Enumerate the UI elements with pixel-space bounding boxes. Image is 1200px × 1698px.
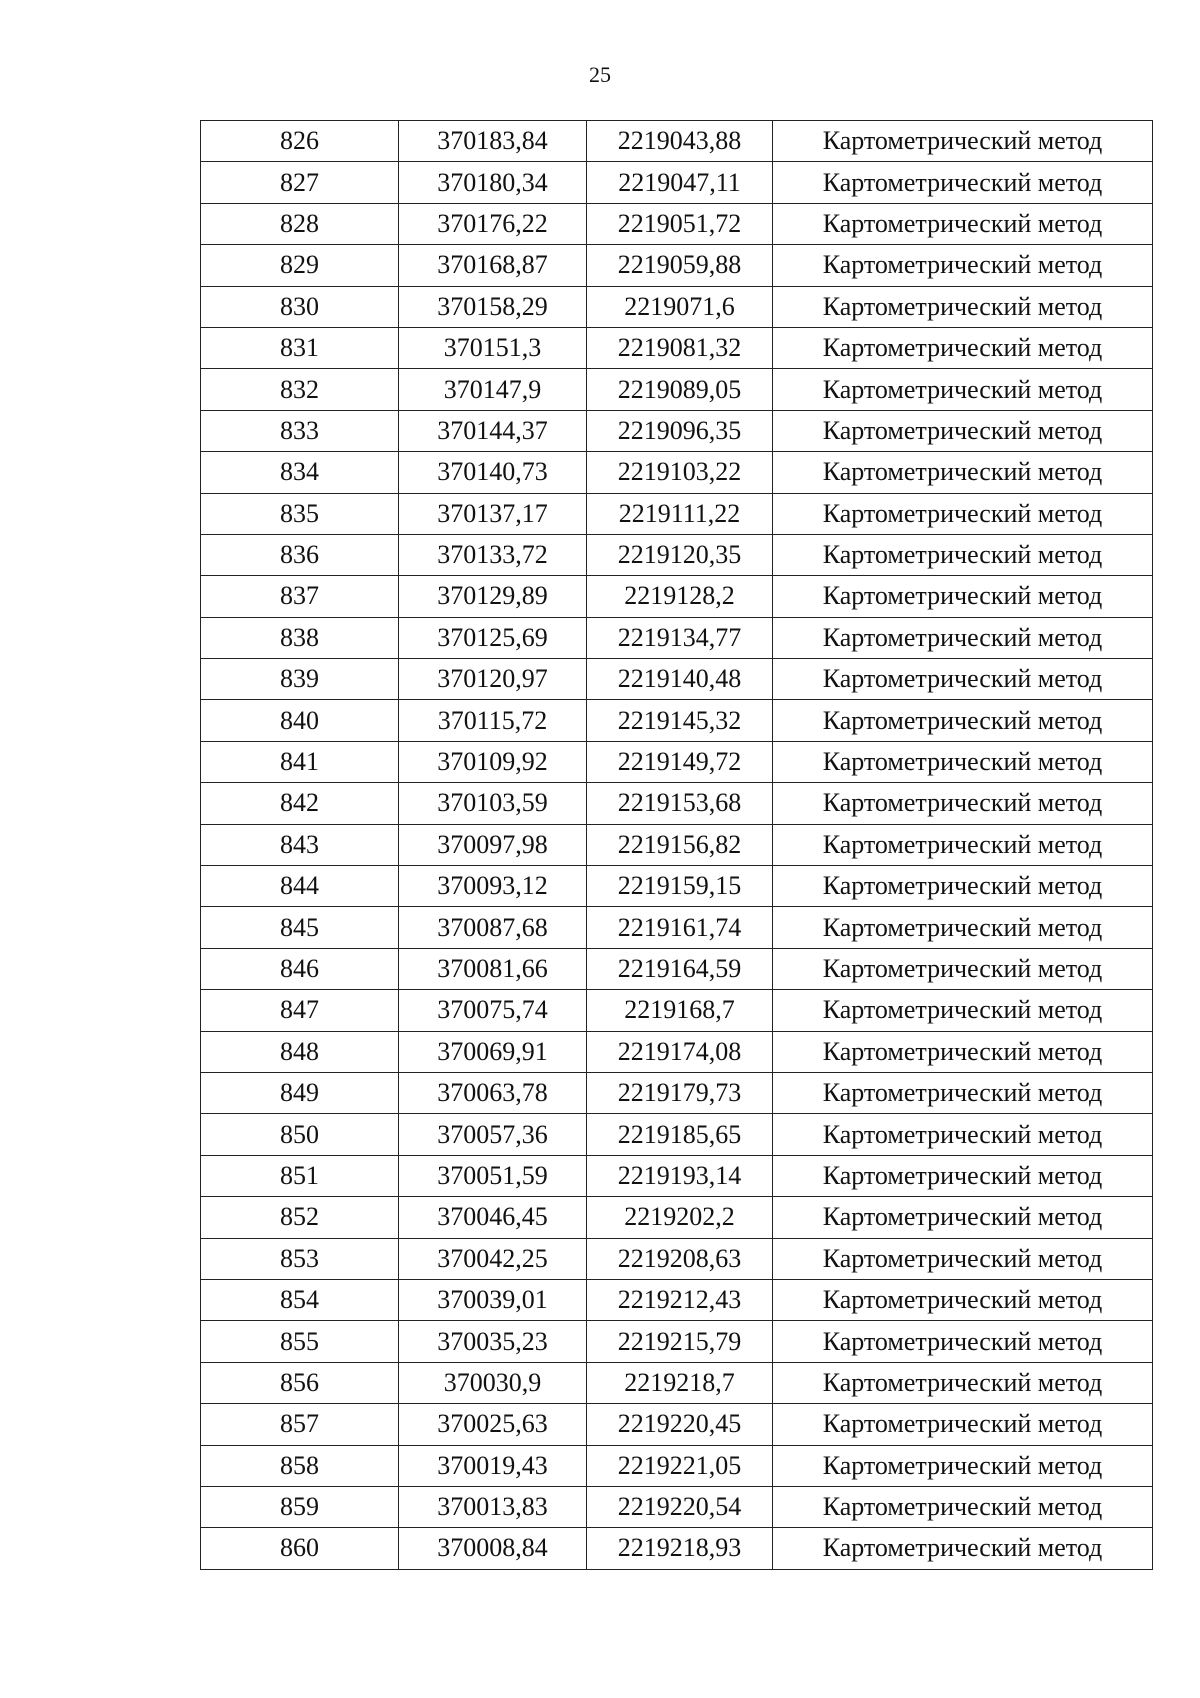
y-coordinate-cell: 2219221,05	[587, 1445, 773, 1486]
x-coordinate-cell: 370013,83	[399, 1486, 587, 1527]
table-row	[201, 1238, 1153, 1279]
method-cell: Картометрический метод	[773, 1114, 1153, 1155]
table-row	[201, 1404, 1153, 1445]
x-coordinate-cell: 370075,74	[399, 990, 587, 1031]
point-number-cell: 856	[201, 1362, 399, 1403]
x-coordinate-cell: 370103,59	[399, 783, 587, 824]
point-number-cell: 859	[201, 1486, 399, 1527]
y-coordinate-cell: 2219071,6	[587, 286, 773, 327]
x-coordinate-cell: 370069,91	[399, 1031, 587, 1072]
y-coordinate-cell: 2219096,35	[587, 410, 773, 451]
x-coordinate-cell: 370087,68	[399, 907, 587, 948]
x-coordinate-cell: 370183,84	[399, 121, 587, 162]
point-number-cell: 847	[201, 990, 399, 1031]
method-cell: Картометрический метод	[773, 1238, 1153, 1279]
point-number-cell: 828	[201, 203, 399, 244]
method-cell: Картометрический метод	[773, 659, 1153, 700]
point-number-cell: 832	[201, 369, 399, 410]
method-cell: Картометрический метод	[773, 907, 1153, 948]
point-number-cell: 857	[201, 1404, 399, 1445]
method-cell: Картометрический метод	[773, 1528, 1153, 1569]
method-cell: Картометрический метод	[773, 493, 1153, 534]
table-row	[201, 245, 1153, 286]
method-cell: Картометрический метод	[773, 286, 1153, 327]
x-coordinate-cell: 370063,78	[399, 1072, 587, 1113]
x-coordinate-cell: 370008,84	[399, 1528, 587, 1569]
y-coordinate-cell: 2219051,72	[587, 203, 773, 244]
method-cell: Картометрический метод	[773, 617, 1153, 658]
method-cell: Картометрический метод	[773, 327, 1153, 368]
y-coordinate-cell: 2219120,35	[587, 534, 773, 575]
method-cell: Картометрический метод	[773, 1321, 1153, 1362]
y-coordinate-cell: 2219212,43	[587, 1279, 773, 1320]
point-number-cell: 860	[201, 1528, 399, 1569]
point-number-cell: 829	[201, 245, 399, 286]
table-row	[201, 1445, 1153, 1486]
method-cell: Картометрический метод	[773, 1031, 1153, 1072]
method-cell: Картометрический метод	[773, 369, 1153, 410]
table-row	[201, 1072, 1153, 1113]
x-coordinate-cell: 370030,9	[399, 1362, 587, 1403]
method-cell: Картометрический метод	[773, 700, 1153, 741]
point-number-cell: 834	[201, 452, 399, 493]
y-coordinate-cell: 2219164,59	[587, 948, 773, 989]
method-cell: Картометрический метод	[773, 245, 1153, 286]
method-cell: Картометрический метод	[773, 576, 1153, 617]
x-coordinate-cell: 370133,72	[399, 534, 587, 575]
x-coordinate-cell: 370147,9	[399, 369, 587, 410]
point-number-cell: 836	[201, 534, 399, 575]
point-number-cell: 852	[201, 1197, 399, 1238]
point-number-cell: 849	[201, 1072, 399, 1113]
y-coordinate-cell: 2219202,2	[587, 1197, 773, 1238]
y-coordinate-cell: 2219145,32	[587, 700, 773, 741]
y-coordinate-cell: 2219185,65	[587, 1114, 773, 1155]
x-coordinate-cell: 370097,98	[399, 824, 587, 865]
table-row	[201, 452, 1153, 493]
x-coordinate-cell: 370125,69	[399, 617, 587, 658]
x-coordinate-cell: 370025,63	[399, 1404, 587, 1445]
point-number-cell: 844	[201, 866, 399, 907]
table-row	[201, 990, 1153, 1031]
table-row	[201, 534, 1153, 575]
table-row	[201, 493, 1153, 534]
x-coordinate-cell: 370140,73	[399, 452, 587, 493]
y-coordinate-cell: 2219215,79	[587, 1321, 773, 1362]
point-number-cell: 845	[201, 907, 399, 948]
y-coordinate-cell: 2219047,11	[587, 162, 773, 203]
method-cell: Картометрический метод	[773, 866, 1153, 907]
y-coordinate-cell: 2219159,15	[587, 866, 773, 907]
point-number-cell: 851	[201, 1155, 399, 1196]
x-coordinate-cell: 370180,34	[399, 162, 587, 203]
x-coordinate-cell: 370039,01	[399, 1279, 587, 1320]
point-number-cell: 846	[201, 948, 399, 989]
table-row	[201, 866, 1153, 907]
table-row	[201, 410, 1153, 451]
point-number-cell: 855	[201, 1321, 399, 1362]
coordinates-table-body	[201, 121, 1153, 1570]
x-coordinate-cell: 370168,87	[399, 245, 587, 286]
y-coordinate-cell: 2219218,7	[587, 1362, 773, 1403]
page-number: 25	[589, 62, 611, 87]
table-row	[201, 286, 1153, 327]
table-row	[201, 162, 1153, 203]
point-number-cell: 833	[201, 410, 399, 451]
x-coordinate-cell: 370057,36	[399, 1114, 587, 1155]
x-coordinate-cell: 370129,89	[399, 576, 587, 617]
table-row	[201, 700, 1153, 741]
method-cell: Картометрический метод	[773, 1155, 1153, 1196]
point-number-cell: 826	[201, 121, 399, 162]
y-coordinate-cell: 2219208,63	[587, 1238, 773, 1279]
y-coordinate-cell: 2219081,32	[587, 327, 773, 368]
table-row	[201, 576, 1153, 617]
point-number-cell: 841	[201, 741, 399, 782]
table-row	[201, 659, 1153, 700]
method-cell: Картометрический метод	[773, 410, 1153, 451]
x-coordinate-cell: 370093,12	[399, 866, 587, 907]
method-cell: Картометрический метод	[773, 1362, 1153, 1403]
table-row	[201, 327, 1153, 368]
table-row	[201, 1279, 1153, 1320]
x-coordinate-cell: 370081,66	[399, 948, 587, 989]
y-coordinate-cell: 2219218,93	[587, 1528, 773, 1569]
point-number-cell: 853	[201, 1238, 399, 1279]
table-row	[201, 369, 1153, 410]
point-number-cell: 839	[201, 659, 399, 700]
y-coordinate-cell: 2219089,05	[587, 369, 773, 410]
y-coordinate-cell: 2219149,72	[587, 741, 773, 782]
method-cell: Картометрический метод	[773, 990, 1153, 1031]
table-row	[201, 907, 1153, 948]
y-coordinate-cell: 2219059,88	[587, 245, 773, 286]
table-row	[201, 1528, 1153, 1569]
method-cell: Картометрический метод	[773, 1486, 1153, 1527]
y-coordinate-cell: 2219134,77	[587, 617, 773, 658]
y-coordinate-cell: 2219111,22	[587, 493, 773, 534]
point-number-cell: 854	[201, 1279, 399, 1320]
x-coordinate-cell: 370115,72	[399, 700, 587, 741]
method-cell: Картометрический метод	[773, 162, 1153, 203]
table-row	[201, 741, 1153, 782]
method-cell: Картометрический метод	[773, 452, 1153, 493]
method-cell: Картометрический метод	[773, 783, 1153, 824]
point-number-cell: 831	[201, 327, 399, 368]
y-coordinate-cell: 2219153,68	[587, 783, 773, 824]
point-number-cell: 858	[201, 1445, 399, 1486]
y-coordinate-cell: 2219161,74	[587, 907, 773, 948]
table-row	[201, 1155, 1153, 1196]
table-row	[201, 1486, 1153, 1527]
x-coordinate-cell: 370035,23	[399, 1321, 587, 1362]
y-coordinate-cell: 2219174,08	[587, 1031, 773, 1072]
x-coordinate-cell: 370151,3	[399, 327, 587, 368]
point-number-cell: 848	[201, 1031, 399, 1072]
table-row	[201, 617, 1153, 658]
point-number-cell: 842	[201, 783, 399, 824]
method-cell: Картометрический метод	[773, 824, 1153, 865]
x-coordinate-cell: 370120,97	[399, 659, 587, 700]
point-number-cell: 827	[201, 162, 399, 203]
table-row	[201, 1362, 1153, 1403]
method-cell: Картометрический метод	[773, 1404, 1153, 1445]
y-coordinate-cell: 2219220,54	[587, 1486, 773, 1527]
x-coordinate-cell: 370144,37	[399, 410, 587, 451]
table-row	[201, 1031, 1153, 1072]
point-number-cell: 837	[201, 576, 399, 617]
point-number-cell: 843	[201, 824, 399, 865]
coordinates-table	[200, 120, 1153, 1570]
method-cell: Картометрический метод	[773, 1279, 1153, 1320]
y-coordinate-cell: 2219179,73	[587, 1072, 773, 1113]
point-number-cell: 840	[201, 700, 399, 741]
y-coordinate-cell: 2219220,45	[587, 1404, 773, 1445]
table-row	[201, 1321, 1153, 1362]
x-coordinate-cell: 370051,59	[399, 1155, 587, 1196]
x-coordinate-cell: 370176,22	[399, 203, 587, 244]
x-coordinate-cell: 370109,92	[399, 741, 587, 782]
table-row	[201, 203, 1153, 244]
method-cell: Картометрический метод	[773, 203, 1153, 244]
y-coordinate-cell: 2219043,88	[587, 121, 773, 162]
table-row	[201, 121, 1153, 162]
table-row	[201, 1114, 1153, 1155]
table-row	[201, 948, 1153, 989]
point-number-cell: 835	[201, 493, 399, 534]
y-coordinate-cell: 2219128,2	[587, 576, 773, 617]
y-coordinate-cell: 2219168,7	[587, 990, 773, 1031]
x-coordinate-cell: 370158,29	[399, 286, 587, 327]
x-coordinate-cell: 370046,45	[399, 1197, 587, 1238]
method-cell: Картометрический метод	[773, 1072, 1153, 1113]
point-number-cell: 830	[201, 286, 399, 327]
method-cell: Картометрический метод	[773, 1197, 1153, 1238]
y-coordinate-cell: 2219103,22	[587, 452, 773, 493]
y-coordinate-cell: 2219156,82	[587, 824, 773, 865]
method-cell: Картометрический метод	[773, 948, 1153, 989]
x-coordinate-cell: 370137,17	[399, 493, 587, 534]
point-number-cell: 838	[201, 617, 399, 658]
method-cell: Картометрический метод	[773, 1445, 1153, 1486]
table-row	[201, 1197, 1153, 1238]
y-coordinate-cell: 2219193,14	[587, 1155, 773, 1196]
method-cell: Картометрический метод	[773, 121, 1153, 162]
method-cell: Картометрический метод	[773, 741, 1153, 782]
table-row	[201, 824, 1153, 865]
y-coordinate-cell: 2219140,48	[587, 659, 773, 700]
x-coordinate-cell: 370042,25	[399, 1238, 587, 1279]
x-coordinate-cell: 370019,43	[399, 1445, 587, 1486]
method-cell: Картометрический метод	[773, 534, 1153, 575]
table-row	[201, 783, 1153, 824]
point-number-cell: 850	[201, 1114, 399, 1155]
